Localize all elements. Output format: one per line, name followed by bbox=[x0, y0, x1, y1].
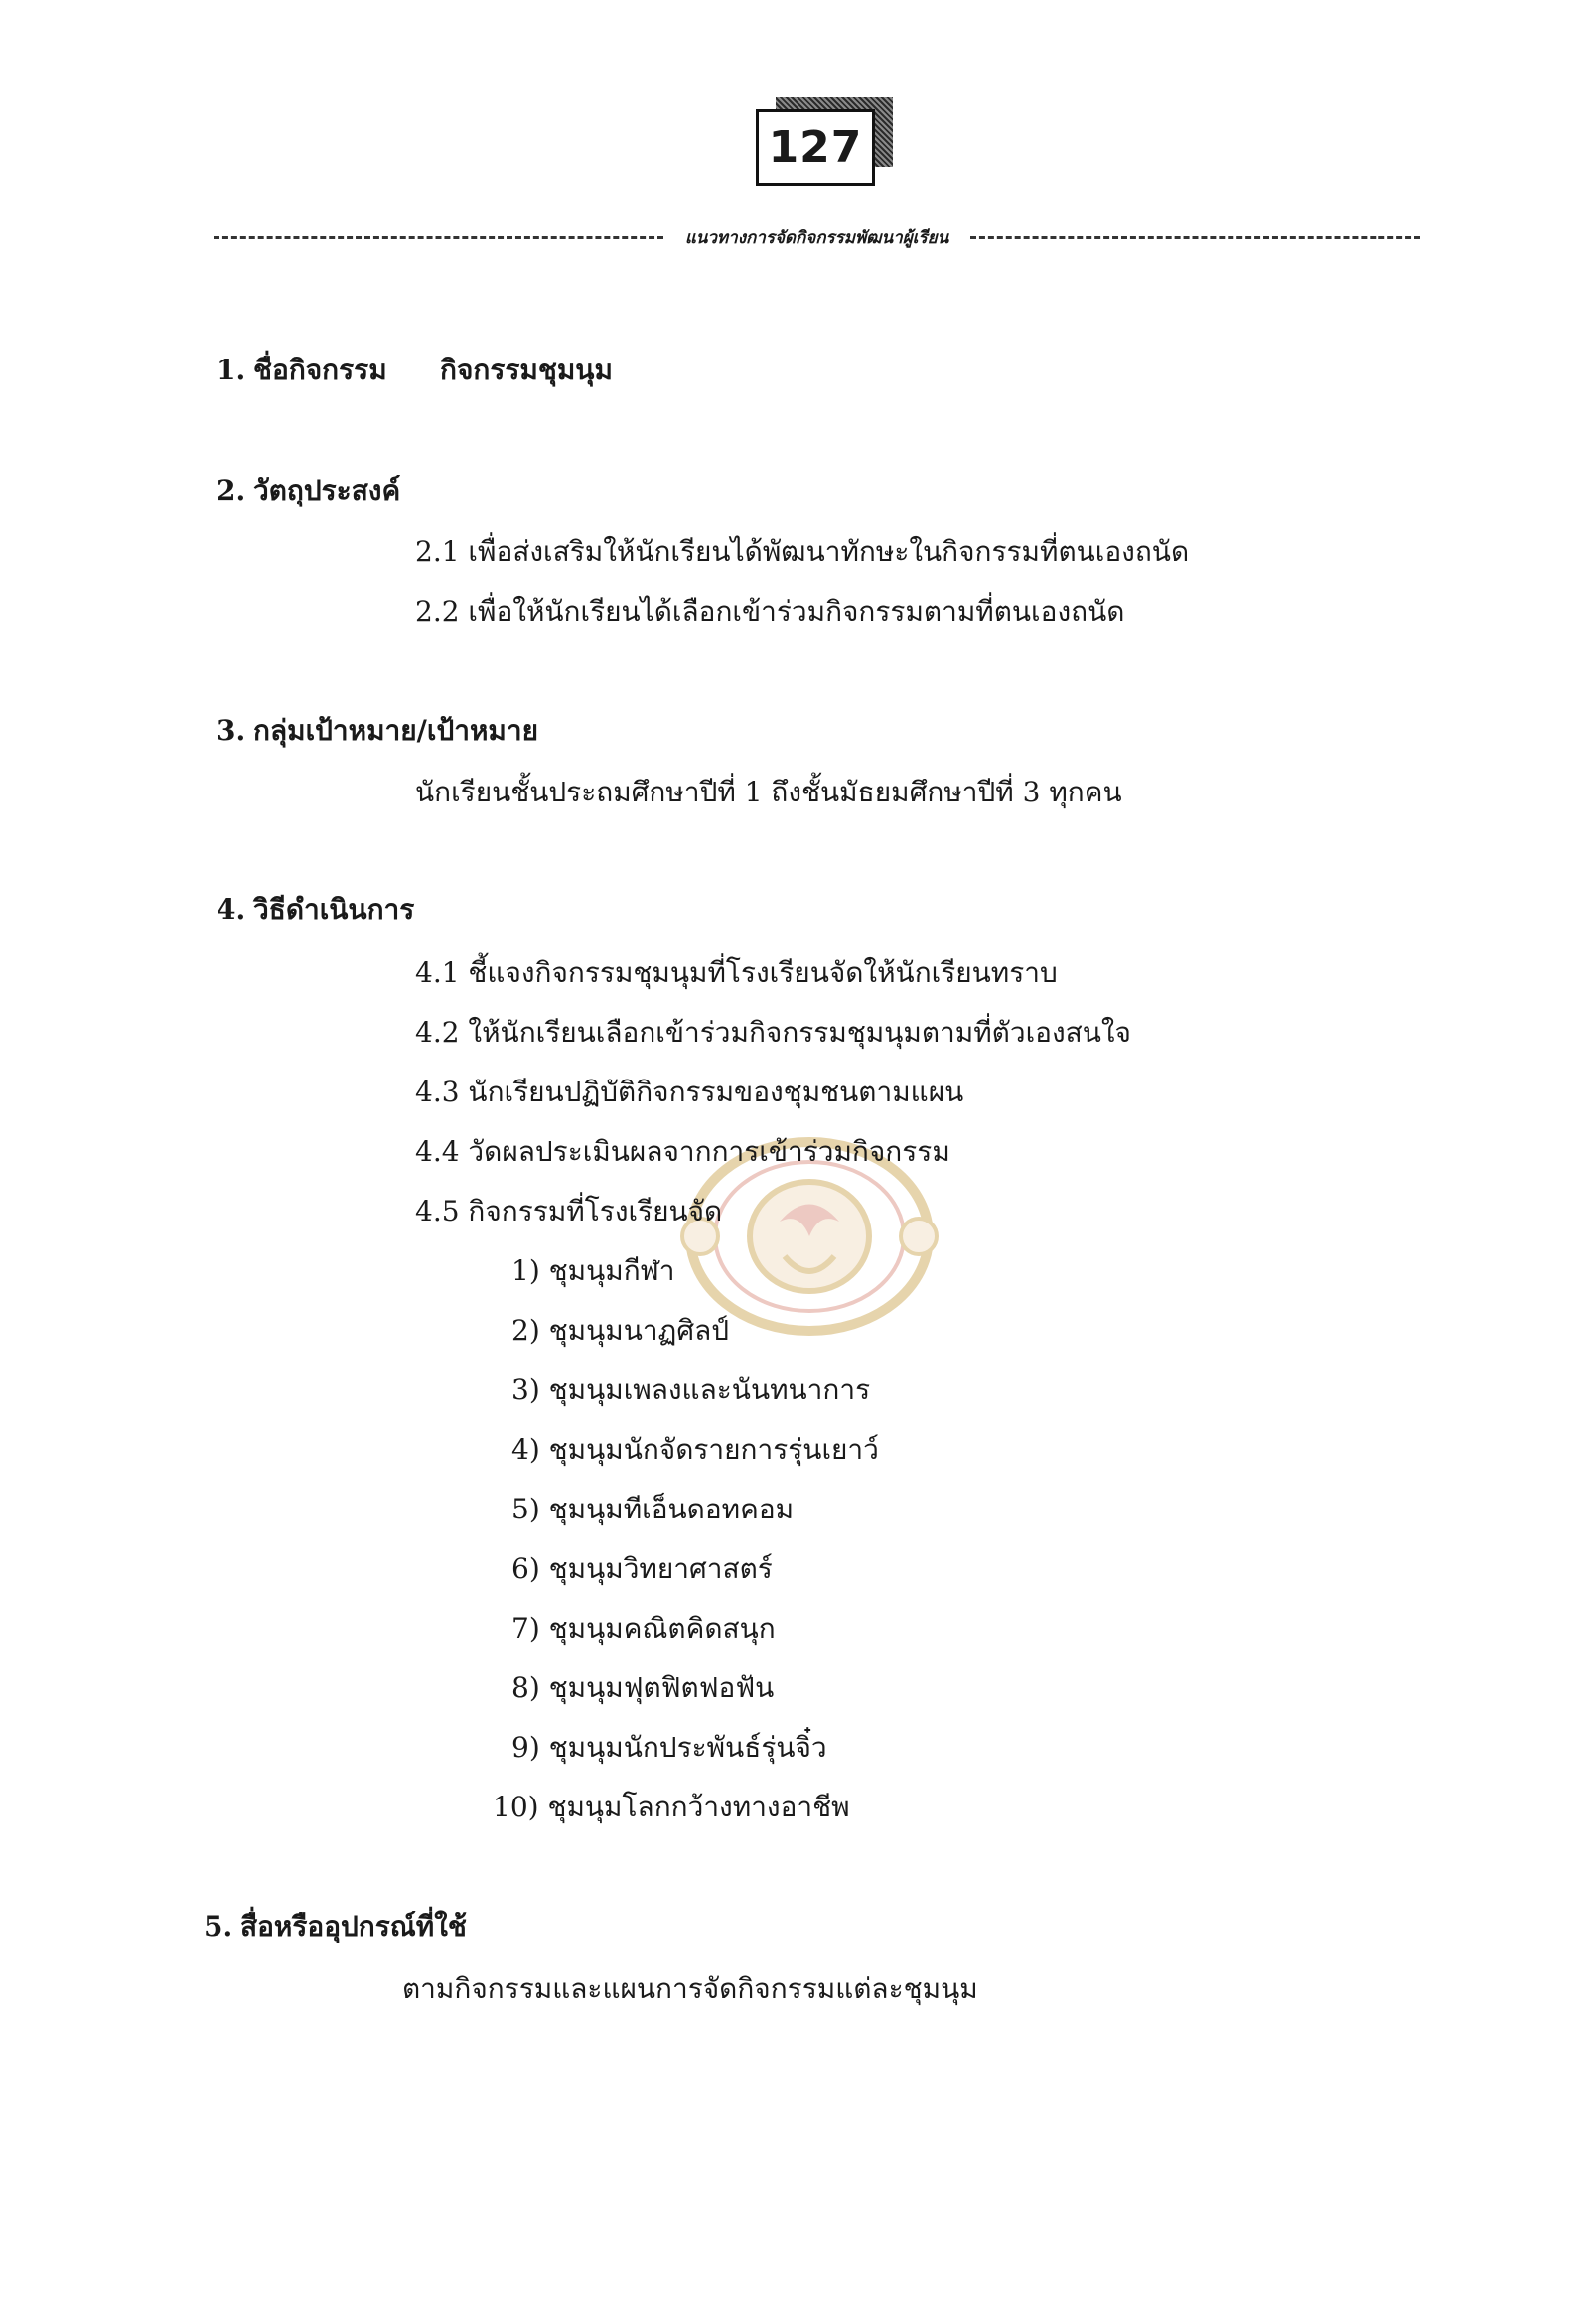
running-header-text: แนวทางการจัดกิจกรรมพัฒนาผู้เรียน bbox=[684, 228, 949, 248]
objective-item: 2.2 เพื่อให้นักเรียนได้เลือกเข้าร่วมกิจกรรมตามที่ตนเองถนัด bbox=[415, 595, 1125, 628]
club-item: 10) ชุมนุมโลกกว้างทางอาชีพ bbox=[493, 1791, 850, 1823]
procedure-item: 4.2 ให้นักเรียนเลือกเข้าร่วมกิจกรรมชุมนุมตามที่ตัวเองสนใจ bbox=[415, 1016, 1131, 1049]
club-item: 5) ชุมนุมทีเอ็นดอทคอม bbox=[511, 1493, 795, 1525]
club-item: 2) ชุมนุมนาฏศิลป์ bbox=[511, 1314, 730, 1347]
section-1-label: 1. bbox=[217, 354, 246, 386]
section-5-label: 5. bbox=[204, 1910, 233, 1943]
club-item: 3) ชุมนุมเพลงและนันทนาการ bbox=[511, 1373, 871, 1406]
section-2-heading: วัตถุประสงค์ bbox=[253, 474, 401, 506]
club-item: 4) ชุมนุมนักจัดรายการรุ่นเยาว์ bbox=[511, 1433, 879, 1466]
section-2-label: 2. bbox=[217, 474, 246, 506]
club-item: 6) ชุมนุมวิทยาศาสตร์ bbox=[511, 1552, 773, 1585]
procedure-item: 4.4 วัดผลประเมินผลจากการเข้าร่วมกิจกรรม bbox=[415, 1135, 950, 1168]
procedure-item: 4.1 ชี้แจงกิจกรรมชุมนุมที่โรงเรียนจัดให้นักเรียนทราบ bbox=[415, 956, 1058, 989]
section-1-heading: ชื่อกิจกรรม bbox=[253, 354, 387, 386]
procedure-item: 4.5 กิจกรรมที่โรงเรียนจัด bbox=[415, 1195, 723, 1227]
club-item: 7) ชุมนุมคณิตคิดสนุก bbox=[511, 1612, 776, 1645]
section-5-heading: สื่อหรืออุปกรณ์ที่ใช้ bbox=[240, 1910, 467, 1943]
section-3-heading: กลุ่มเป้าหมาย/เป้าหมาย bbox=[253, 714, 539, 747]
objective-item: 2.1 เพื่อส่งเสริมให้นักเรียนได้พัฒนาทักษะในกิจกรรมที่ตนเองถนัด bbox=[415, 535, 1190, 568]
club-item: 9) ชุมนุมนักประพันธ์รุ่นจิ๋ว bbox=[511, 1731, 827, 1764]
page-number-box bbox=[756, 109, 873, 184]
section-4-heading: วิธีดำเนินการ bbox=[253, 893, 415, 926]
section-3-label: 3. bbox=[217, 714, 246, 747]
target-group-text: นักเรียนชั้นประถมศึกษาปีที่ 1 ถึงชั้นมัธยมศึกษาปีที่ 3 ทุกคน bbox=[415, 776, 1122, 808]
materials-text: ตามกิจกรรมและแผนการจัดกิจกรรมแต่ละชุมนุม bbox=[402, 1972, 978, 2005]
section-1-value: กิจกรรมชุมนุม bbox=[440, 354, 613, 386]
club-item: 1) ชุมนุมกีฬา bbox=[511, 1254, 675, 1287]
header-rule-left bbox=[214, 236, 663, 239]
club-item: 8) ชุมนุมฟุตฟิตฟอฟัน bbox=[511, 1671, 775, 1704]
page-number: 127 bbox=[756, 109, 875, 186]
section-4-label: 4. bbox=[217, 893, 246, 926]
running-header bbox=[214, 224, 1420, 251]
header-rule-right bbox=[970, 236, 1420, 239]
procedure-item: 4.3 นักเรียนปฏิบัติกิจกรรมของชุมชนตามแผน bbox=[415, 1076, 964, 1108]
